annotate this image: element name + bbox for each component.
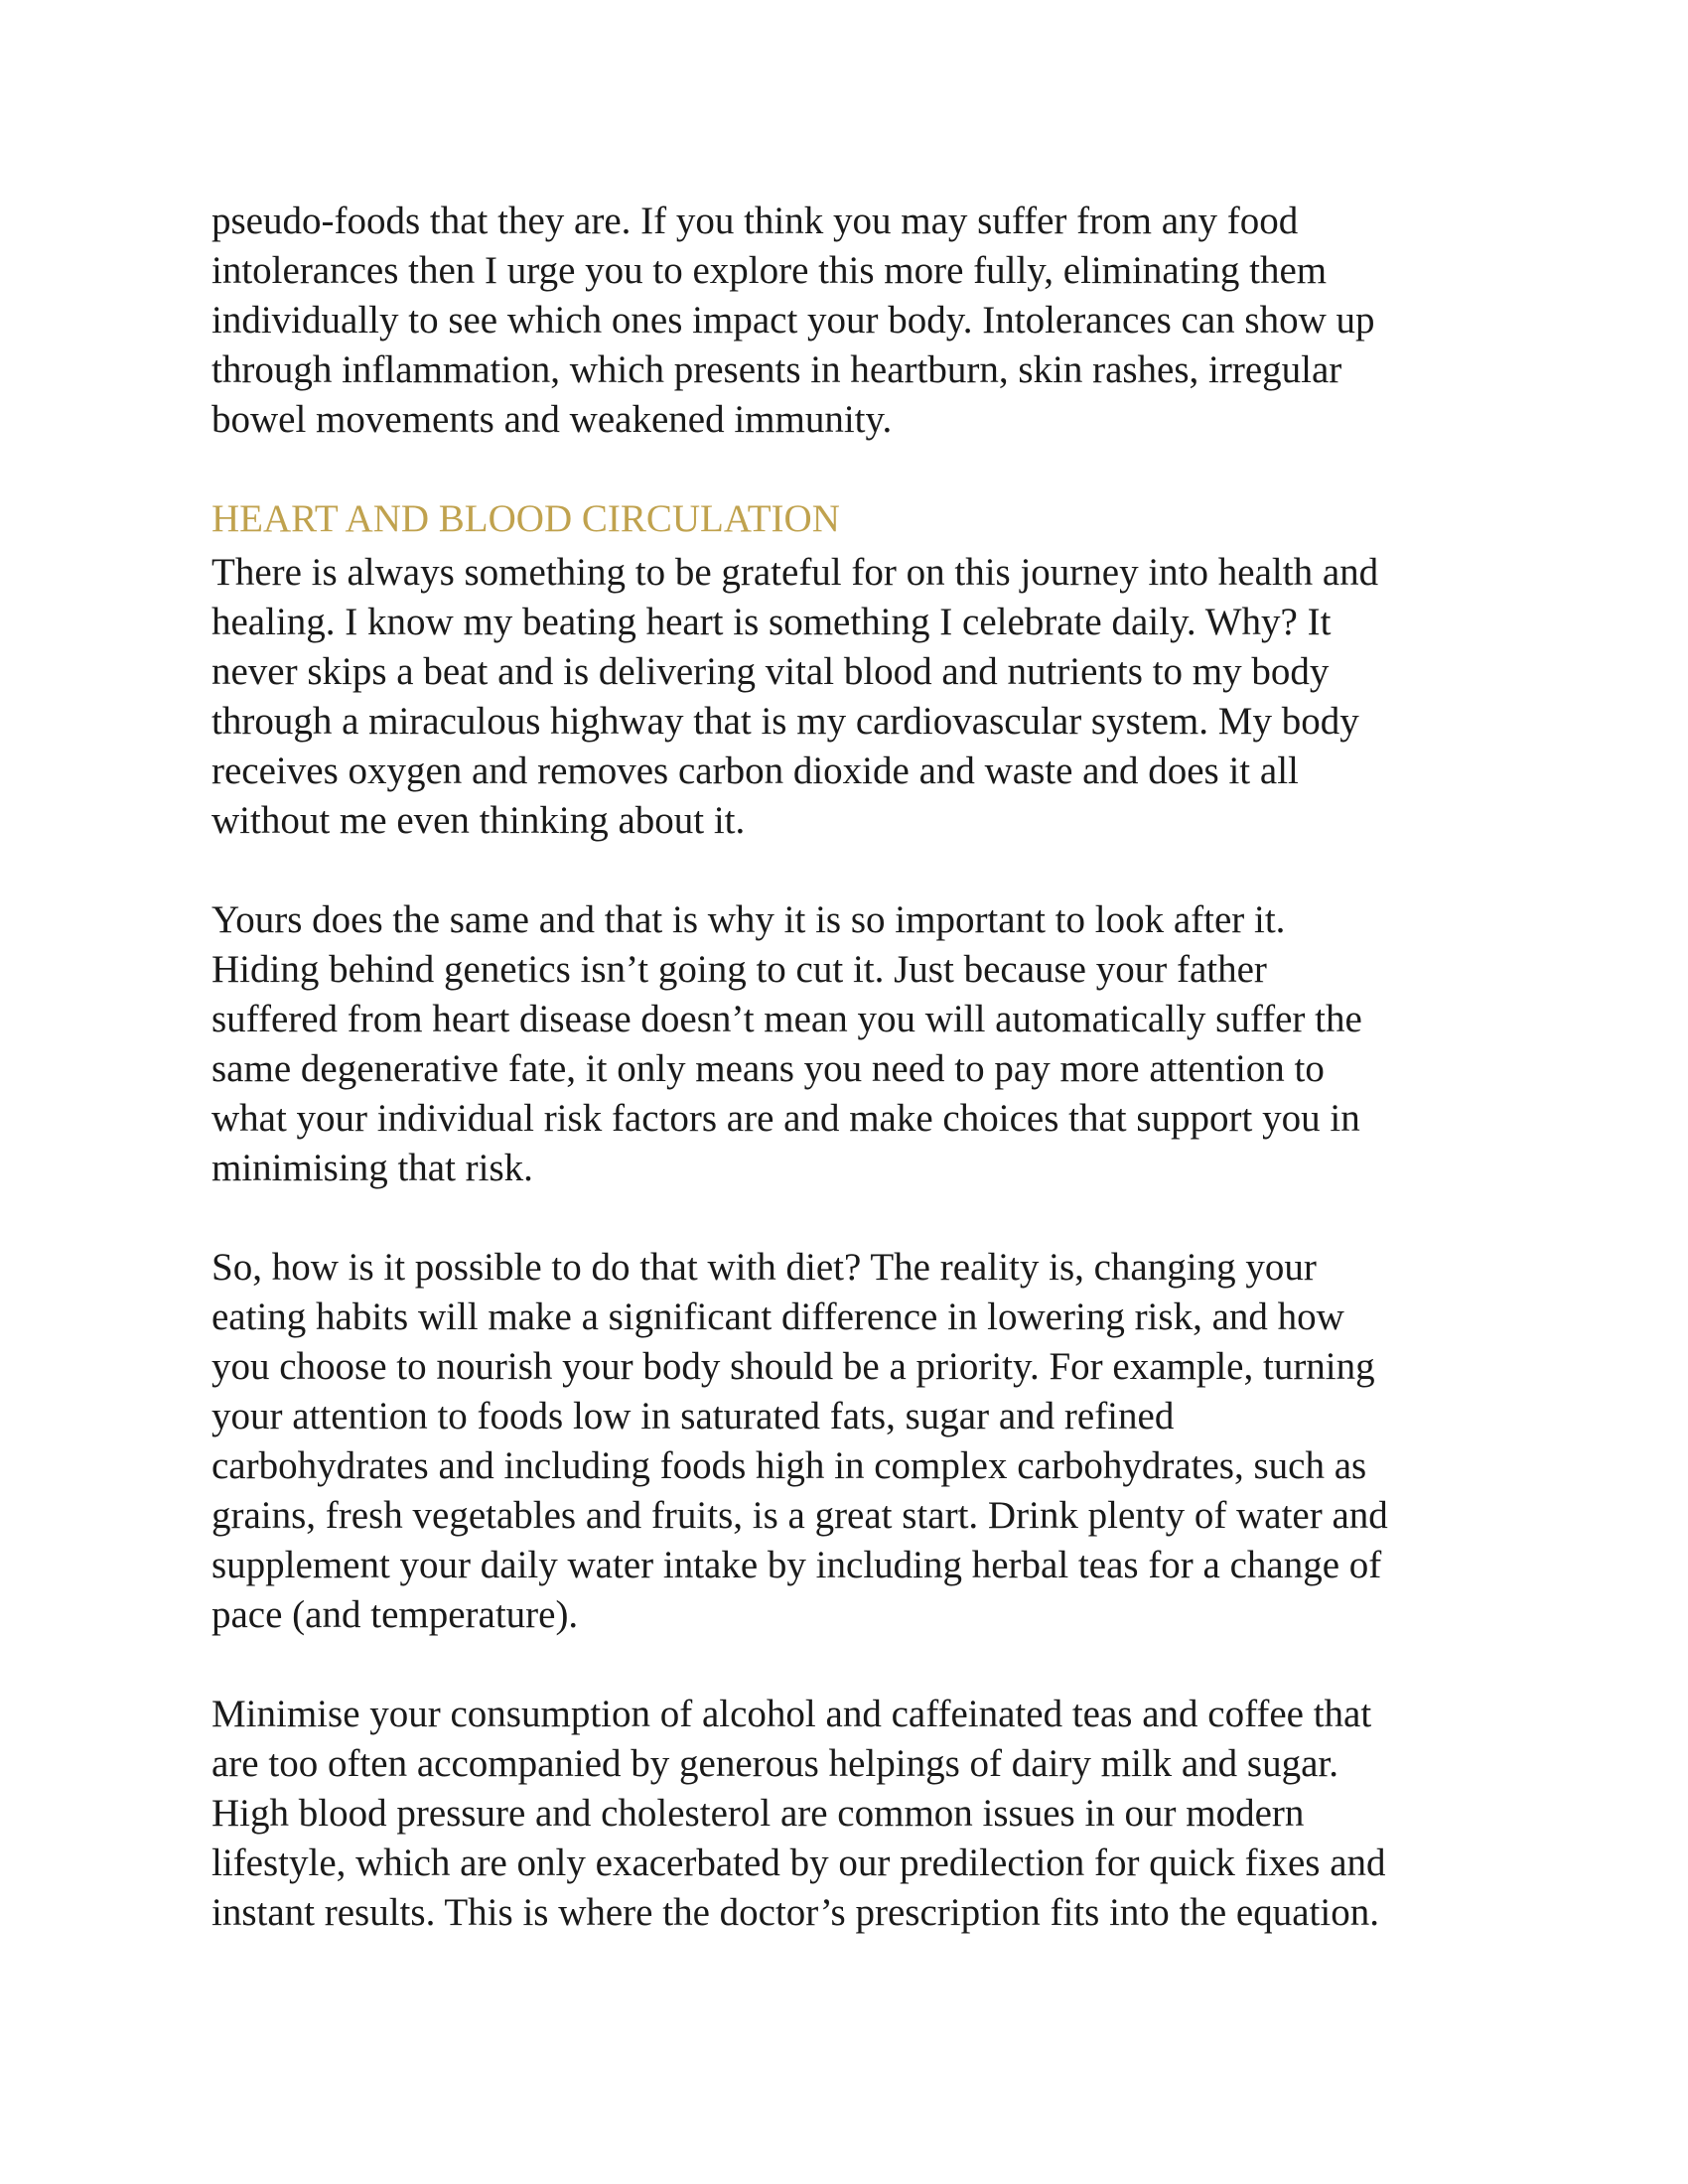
paragraph-diet: [211, 1243, 1502, 1640]
text-line: Minimise your consumption of alcohol and caffeinated teas and coffee that: [211, 1693, 1372, 1735]
text-line: without me even thinking about it.: [211, 799, 746, 842]
text-line: pseudo-foods that they are. If you think you may suffer from any food: [211, 200, 1299, 242]
text-line: individually to see which ones impact your body. Intolerances can show up: [211, 299, 1375, 341]
text-line: Yours does the same and that is why it is so important to look after it.: [211, 898, 1286, 941]
text-line: lifestyle, which are only exacerbated by our predilection for quick fixes and: [211, 1842, 1386, 1884]
text-line: healing. I know my beating heart is something I celebrate daily. Why? It: [211, 601, 1332, 643]
text-line: what your individual risk factors are and make choices that support you in: [211, 1097, 1360, 1140]
text-line: through inflammation, which presents in heartburn, skin rashes, irregular: [211, 348, 1342, 391]
text-line: are too often accompanied by generous helpings of dairy milk and sugar.: [211, 1742, 1338, 1785]
text-line: Hiding behind genetics isn’t going to cut it. Just because your father: [211, 948, 1267, 991]
text-line: So, how is it possible to do that with diet? The reality is, changing your: [211, 1246, 1317, 1289]
paragraph-alcohol-caffeine: [211, 1690, 1502, 1938]
section-heading: HEART AND BLOOD CIRCULATION: [211, 497, 840, 540]
paragraph-food-intolerances: [211, 197, 1502, 445]
paragraph-grateful-heart: [211, 548, 1502, 846]
text-line: same degenerative fate, it only means you need to pay more attention to: [211, 1047, 1325, 1090]
text-line: you choose to nourish your body should be a priority. For example, turning: [211, 1345, 1375, 1388]
document-page: [211, 197, 1502, 1987]
text-line: instant results. This is where the doctor’s prescription fits into the equation.: [211, 1891, 1379, 1934]
text-line: your attention to foods low in saturated fats, sugar and refined: [211, 1395, 1175, 1437]
text-line: bowel movements and weakened immunity.: [211, 398, 893, 441]
text-line: supplement your daily water intake by including herbal teas for a change of: [211, 1544, 1382, 1586]
text-line: There is always something to be grateful for on this journey into health and: [211, 551, 1379, 594]
text-line: pace (and temperature).: [211, 1593, 579, 1636]
text-line: grains, fresh vegetables and fruits, is a great start. Drink plenty of water and: [211, 1494, 1388, 1537]
text-line: intolerances then I urge you to explore this more fully, eliminating them: [211, 249, 1328, 292]
paragraph-genetics: [211, 895, 1502, 1193]
text-line: minimising that risk.: [211, 1147, 533, 1189]
text-line: never skips a beat and is delivering vital blood and nutrients to my body: [211, 650, 1330, 693]
text-line: suffered from heart disease doesn’t mean you will automatically suffer the: [211, 998, 1362, 1040]
text-line: High blood pressure and cholesterol are common issues in our modern: [211, 1792, 1305, 1835]
text-line: through a miraculous highway that is my cardiovascular system. My body: [211, 700, 1359, 743]
text-line: eating habits will make a significant difference in lowering risk, and how: [211, 1296, 1344, 1338]
text-line: receives oxygen and removes carbon dioxide and waste and does it all: [211, 750, 1299, 792]
text-line: carbohydrates and including foods high in complex carbohydrates, such as: [211, 1444, 1367, 1487]
